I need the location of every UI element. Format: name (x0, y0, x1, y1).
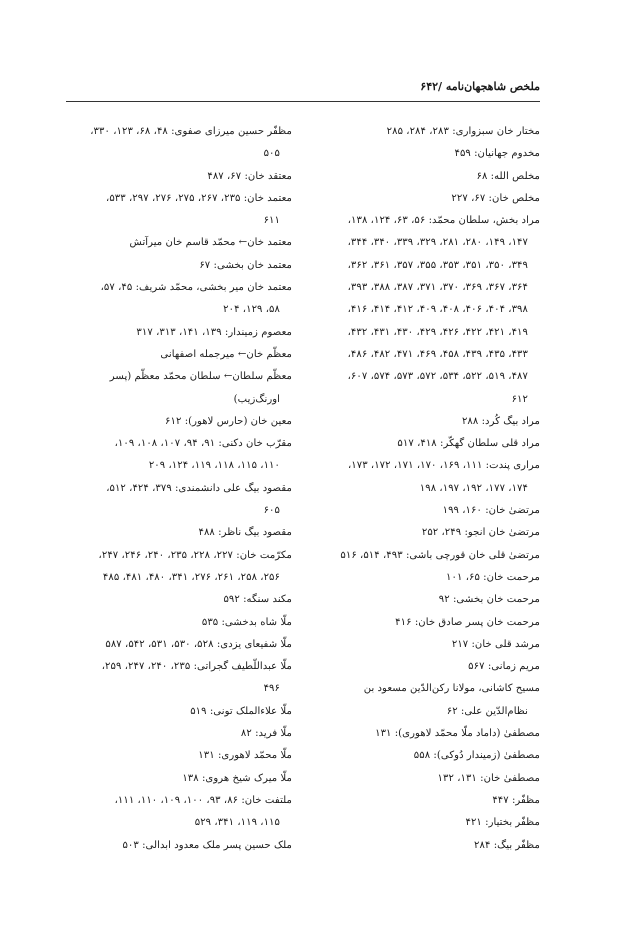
index-entry (66, 656, 292, 701)
index-entry-continuation: ۶۱۲ (511, 393, 528, 405)
index-entry-line: ملّا میرک شیخ هروی: ۱۳۸ (182, 772, 292, 784)
index-column-right (314, 121, 540, 857)
index-entry-line: معظّم خان← میرجمله اصفهانی (160, 348, 292, 360)
index-entry (314, 634, 540, 656)
index-entry-line: مرحمت خان: ۶۵، ۱۰۱ (446, 571, 540, 583)
index-entry-continuation: ۲۵۶، ۲۵۸، ۲۶۱، ۲۷۶، ۳۴۱، ۴۸۰، ۴۸۱، ۴۸۵ (102, 571, 280, 583)
index-entry (66, 322, 292, 344)
index-entry-continuation: ۴۱۹، ۴۲۱، ۴۲۲، ۴۲۶، ۴۲۹، ۴۳۰، ۴۳۱، ۴۳۲، (347, 326, 528, 338)
index-entry-line: مخلص الله: ۶۸ (476, 170, 540, 182)
index-entry (314, 411, 540, 433)
index-entry (314, 433, 540, 455)
index-entry-line: مصطفیٰ (داماد ملّا محمّد لاهوری): ۱۳۱ (375, 728, 540, 740)
index-entry-line: ملک حسین پسر ملک معدود ابدالی: ۵۰۳ (122, 839, 292, 851)
index-entry-continuation: نظام‌الدّین علی: ۶۲ (446, 705, 528, 717)
index-entry-line: مقصود بیگ علی دانشمندی: ۳۷۹، ۴۲۴، ۵۱۲، (106, 482, 292, 494)
index-entry (314, 545, 540, 567)
index-entry (314, 210, 540, 411)
index-entry-line: معصوم زمیندار: ۱۳۹، ۱۴۱، ۳۱۳، ۳۱۷ (136, 326, 292, 338)
index-entry-line: ملّا شاه بدخشی: ۵۳۵ (201, 616, 292, 628)
index-entry-continuation: ۶۰۵ (263, 505, 280, 517)
index-entry-line: مختار خان سبزواری: ۲۸۳، ۲۸۴، ۲۸۵ (386, 126, 540, 137)
index-entry (66, 745, 292, 767)
index-entry-line: مقصود بیگ ناظر: ۴۸۸ (198, 527, 292, 539)
index-entry-continuation: ۳۴۹، ۳۵۰، ۳۵۱، ۳۵۳، ۳۵۵، ۳۵۷، ۳۶۱، ۳۶۲، (347, 259, 528, 271)
index-entry-line: مظفّر بختیار: ۴۲۱ (465, 817, 540, 829)
index-entry-continuation: اورنگ‌زیب) (233, 393, 280, 405)
index-entry (314, 678, 540, 723)
index-entry (66, 768, 292, 790)
index-entry-line: مریم زمانی: ۵۶۷ (468, 661, 540, 673)
index-entry (66, 835, 292, 857)
index-entry-continuation: ۴۹۶ (263, 683, 280, 695)
index-entry-line: مرشد قلی خان: ۲۱۷ (451, 638, 540, 650)
header-rule (66, 101, 540, 102)
index-entry (314, 768, 540, 790)
index-entry (66, 589, 292, 611)
index-entry-continuation: ۱۱۰، ۱۱۵، ۱۱۸، ۱۱۹، ۱۲۴، ۲۰۹ (148, 460, 280, 472)
index-entry (314, 143, 540, 165)
index-entry (66, 366, 292, 411)
index-entry-continuation: ۳۶۴، ۳۶۷، ۳۶۹، ۳۷۰، ۳۷۱، ۳۸۷، ۳۸۸، ۳۹۳، (347, 282, 528, 294)
index-entry (66, 232, 292, 254)
index-entry (314, 522, 540, 544)
index-entry (66, 723, 292, 745)
index-entry (66, 433, 292, 478)
index-entry-line: مسیح کاشانی، مولانا رکن‌الدّین مسعود بن (363, 683, 540, 695)
index-entry-line: ملّا علاءالملک تونی: ۵۱۹ (190, 705, 292, 717)
index-entry-continuation: ۵۸، ۱۲۹، ۲۰۴ (223, 304, 280, 316)
index-entry-line: مظفّر حسین میرزای صفوی: ۴۸، ۶۸، ۱۲۳، ۳۳۰، (90, 126, 292, 137)
index-entry-line: معتمد خان: ۲۳۵، ۲۶۷، ۲۷۵، ۲۷۶، ۲۹۷، ۵۳۳، (106, 192, 292, 204)
index-entry (314, 567, 540, 589)
index-entry (66, 634, 292, 656)
index-entry-line: معتقد خان: ۶۷، ۴۸۷ (207, 170, 292, 182)
index-entry (314, 656, 540, 678)
index-entry-line: مکند سنگه: ۵۹۲ (223, 594, 292, 606)
index-entry (314, 745, 540, 767)
index-entry (314, 790, 540, 812)
index-entry-line: مرحمت خان بخشی: ۹۲ (438, 594, 540, 606)
index-entry-line: ملّا محمّد لاهوری: ۱۳۱ (198, 750, 292, 762)
index-entry-line: مرتضیٰ قلی خان قورچی باشی: ۴۹۳، ۵۱۴، ۵۱۶ (340, 549, 540, 561)
index-entry-line: مراد بیگ کُرد: ۲۸۸ (461, 415, 540, 427)
index-entry-line: مکرّمت خان: ۲۲۷، ۲۲۸، ۲۳۵، ۲۴۰، ۲۴۶، ۲۴۷، (98, 549, 292, 561)
index-entry (66, 522, 292, 544)
index-entry-line: مرتضیٰ خان: ۱۶۰، ۱۹۹ (442, 505, 540, 517)
index-entry-continuation: ۴۳۳، ۴۳۵، ۴۳۹، ۴۵۸، ۴۶۹، ۴۷۱، ۴۸۲، ۴۸۶، (347, 348, 528, 360)
index-entry (314, 835, 540, 857)
index-entry (66, 344, 292, 366)
index-entry (66, 188, 292, 233)
index-entry-continuation: ۶۱۱ (263, 215, 280, 227)
index-entry (66, 545, 292, 590)
index-entry (66, 612, 292, 634)
index-entry-line: ملّا عبداللّطیف گجراتی: ۲۳۵، ۲۴۰، ۲۴۷، ۲۵۹، (101, 661, 292, 673)
index-entry-line: مقرّب خان دکنی: ۹۱، ۹۴، ۱۰۷، ۱۰۸، ۱۰۹، (114, 438, 292, 450)
index-entry-continuation: ۱۱۵، ۱۱۹، ۳۴۱، ۵۲۹ (194, 817, 280, 829)
index-entry-line: مراری پندت: ۱۱۱، ۱۶۹، ۱۷۰، ۱۷۱، ۱۷۲، ۱۷۳، (347, 460, 540, 472)
index-entry-line: معین خان (حارس لاهور): ۶۱۲ (165, 415, 292, 427)
index-entry-continuation: ۳۹۸، ۴۰۴، ۴۰۶، ۴۰۸، ۴۰۹، ۴۱۲، ۴۱۴، ۴۱۶، (347, 304, 528, 316)
index-entry (314, 121, 540, 143)
index-column-left (66, 121, 292, 857)
index-entry-line: ملّا فرید: ۸۲ (240, 728, 292, 740)
index-entry-line: مصطفیٰ خان: ۱۳۱، ۱۳۲ (437, 772, 540, 784)
index-entry-line: مظفّر بیگ: ۲۸۴ (474, 839, 540, 851)
index-entry-continuation: ۱۷۴، ۱۷۷، ۱۹۲، ۱۹۷، ۱۹۸ (419, 482, 528, 494)
index-entry-continuation: ۵۰۵ (263, 148, 280, 160)
index-entry-continuation: ۴۸۷، ۵۱۹، ۵۲۲، ۵۳۴، ۵۷۲، ۵۷۳، ۵۷۴، ۶۰۷، (347, 371, 528, 383)
index-entry (314, 589, 540, 611)
index-entry-line: مراد بخش، سلطان محمّد: ۵۶، ۶۳، ۱۲۴، ۱۳۸، (347, 215, 540, 227)
index-entry-line: ملتفت خان: ۸۶، ۹۳، ۱۰۰، ۱۰۹، ۱۱۰، ۱۱۱، (114, 794, 292, 806)
index-entry-line: معتمد خان میر بخشی، محمّد شریف: ۴۵، ۵۷، (100, 282, 292, 294)
index-entry-line: مراد قلی سلطان گهکّر: ۴۱۸، ۵۱۷ (397, 438, 540, 450)
index-entry-line: مخدوم جهانیان: ۴۵۹ (454, 148, 540, 160)
index-entry (66, 255, 292, 277)
index-entry-line: مظفّر: ۴۴۷ (492, 794, 540, 806)
index-entry (314, 188, 540, 210)
index-entry (314, 612, 540, 634)
index-entry (66, 701, 292, 723)
index-entry-line: مخلص خان: ۶۷، ۲۲۷ (451, 192, 540, 204)
index-entry-line: مصطفیٰ (زمیندار دُوکی): ۵۵۸ (413, 750, 540, 762)
index-entry (66, 411, 292, 433)
index-entry-line: ملّا شفیعای یزدی: ۵۲۸، ۵۳۰، ۵۳۱، ۵۴۲، ۵۸۷ (105, 638, 292, 650)
index-entry-line: معتمد خان← محمّد قاسم خان میرآتش (129, 237, 292, 249)
index-entry-line: معظّم سلطان← سلطان محمّد معظّم (پسر (109, 371, 292, 383)
index-entry (314, 812, 540, 834)
index-entry-line: مرتضیٰ خان انجو: ۲۴۹، ۲۵۲ (421, 527, 540, 539)
index-entry-line: معتمد خان بخشی: ۶۷ (199, 259, 292, 271)
index-entry (66, 478, 292, 523)
index-entry (66, 277, 292, 322)
running-header: ملخص شاهجهان‌نامه /۶۴۲ (420, 80, 540, 93)
index-entry (314, 166, 540, 188)
index-entry (314, 455, 540, 500)
index-entry (66, 166, 292, 188)
index-entry (314, 500, 540, 522)
index-entry-continuation: ۱۴۷، ۱۴۹، ۲۸۰، ۲۸۱، ۳۲۹، ۳۳۹، ۳۴۰، ۳۴۴، (347, 237, 528, 249)
index-entry-line: مرحمت خان پسر صادق خان: ۴۱۶ (395, 616, 540, 628)
index-entry (314, 723, 540, 745)
index-entry (66, 790, 292, 835)
index-entry (66, 121, 292, 166)
